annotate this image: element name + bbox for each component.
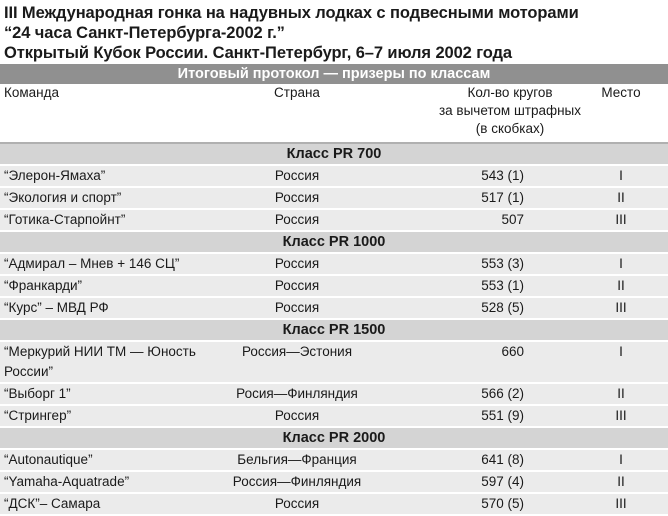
place-cell: III <box>615 496 627 511</box>
header-laps <box>430 84 590 138</box>
place-cell: I <box>619 452 623 467</box>
table-row <box>0 342 668 384</box>
laps-cell: 597 (4) <box>481 474 524 489</box>
document-title <box>0 3 668 63</box>
header-laps-line-3: (в скобках) <box>475 121 545 136</box>
place-cell: II <box>617 190 625 205</box>
country-cell: Россия—Финляндия <box>232 474 362 489</box>
team-cell: “Готика-Старпойнт” <box>4 212 126 227</box>
place-cell: III <box>615 300 627 315</box>
team-cell: “Yamaha-Aquatrade” <box>4 474 130 489</box>
class-heading: Класс PR 700 <box>0 144 668 166</box>
place-cell: II <box>617 278 625 293</box>
laps-cell: 641 (8) <box>481 452 524 467</box>
place-cell: II <box>617 474 625 489</box>
table-row <box>0 472 668 494</box>
country-cell: Россия <box>274 408 320 423</box>
class-heading: Класс PR 2000 <box>0 428 668 450</box>
laps-cell: 507 <box>501 212 524 227</box>
header-laps-line-2: за вычетом штрафных <box>438 103 582 118</box>
team-cell: “Франкарди” <box>4 278 83 293</box>
laps-cell: 517 (1) <box>481 190 524 205</box>
place-cell: I <box>619 256 623 271</box>
place-cell: III <box>615 212 627 227</box>
title-line-2: “24 часа Санкт-Петербурга-2002 г.” <box>4 24 285 42</box>
country-cell: Россия <box>274 256 320 271</box>
title-line-1: III Международная гонка на надувных лодках с подвесными моторами <box>4 4 579 22</box>
table-row <box>0 254 668 276</box>
header-place: Место <box>601 85 641 100</box>
table-row <box>0 406 668 428</box>
team-cell: “Выборг 1” <box>4 386 71 401</box>
table-row <box>0 450 668 472</box>
laps-cell: 528 (5) <box>481 300 524 315</box>
country-cell: Россия <box>274 278 320 293</box>
country-cell: Россия—Эстония <box>241 344 353 359</box>
laps-cell: 660 <box>501 344 524 359</box>
laps-cell: 543 (1) <box>481 168 524 183</box>
laps-cell: 566 (2) <box>481 386 524 401</box>
table-row <box>0 298 668 320</box>
place-cell: I <box>619 168 623 183</box>
team-cell: “Курс” – МВД РФ <box>4 300 109 315</box>
team-cell: “Элерон-Ямаха” <box>4 168 106 183</box>
header-team: Команда <box>4 85 60 100</box>
laps-cell: 553 (1) <box>481 278 524 293</box>
country-cell: Россия <box>274 168 320 183</box>
place-cell: III <box>615 408 627 423</box>
team-cell: “Меркурий НИИ ТМ — Юность России” <box>4 344 196 379</box>
table-row <box>0 384 668 406</box>
country-cell: Россия <box>274 496 320 511</box>
team-cell: “Адмирал – Мнев + 146 СЦ” <box>4 256 180 271</box>
table-banner: Итоговый протокол — призеры по классам <box>0 64 668 84</box>
class-heading: Класс PR 1500 <box>0 320 668 342</box>
place-cell: I <box>619 344 623 359</box>
title-line-3: Открытый Кубок России. Санкт-Петербург, 6–7 июля 2002 года <box>4 44 513 62</box>
place-cell: II <box>617 386 625 401</box>
laps-cell: 570 (5) <box>481 496 524 511</box>
table-header <box>0 84 668 144</box>
header-laps-line-1: Кол-во кругов <box>467 85 553 100</box>
country-cell: Россия <box>274 300 320 315</box>
country-cell: Росия—Финляндия <box>236 386 358 401</box>
table-row <box>0 210 668 232</box>
team-cell: “Autonautique” <box>4 452 93 467</box>
country-cell: Россия <box>274 212 320 227</box>
header-country: Страна <box>274 85 320 100</box>
table-row <box>0 276 668 298</box>
team-cell: “Стрингер” <box>4 408 72 423</box>
laps-cell: 551 (9) <box>481 408 524 423</box>
class-heading: Класс PR 1000 <box>0 232 668 254</box>
results-table-body <box>0 144 668 516</box>
country-cell: Россия <box>274 190 320 205</box>
team-cell: “Экология и спорт” <box>4 190 122 205</box>
team-cell: “ДСК”– Самара <box>4 496 101 511</box>
country-cell: Бельгия—Франция <box>237 452 357 467</box>
table-row <box>0 188 668 210</box>
table-row <box>0 166 668 188</box>
laps-cell: 553 (3) <box>481 256 524 271</box>
